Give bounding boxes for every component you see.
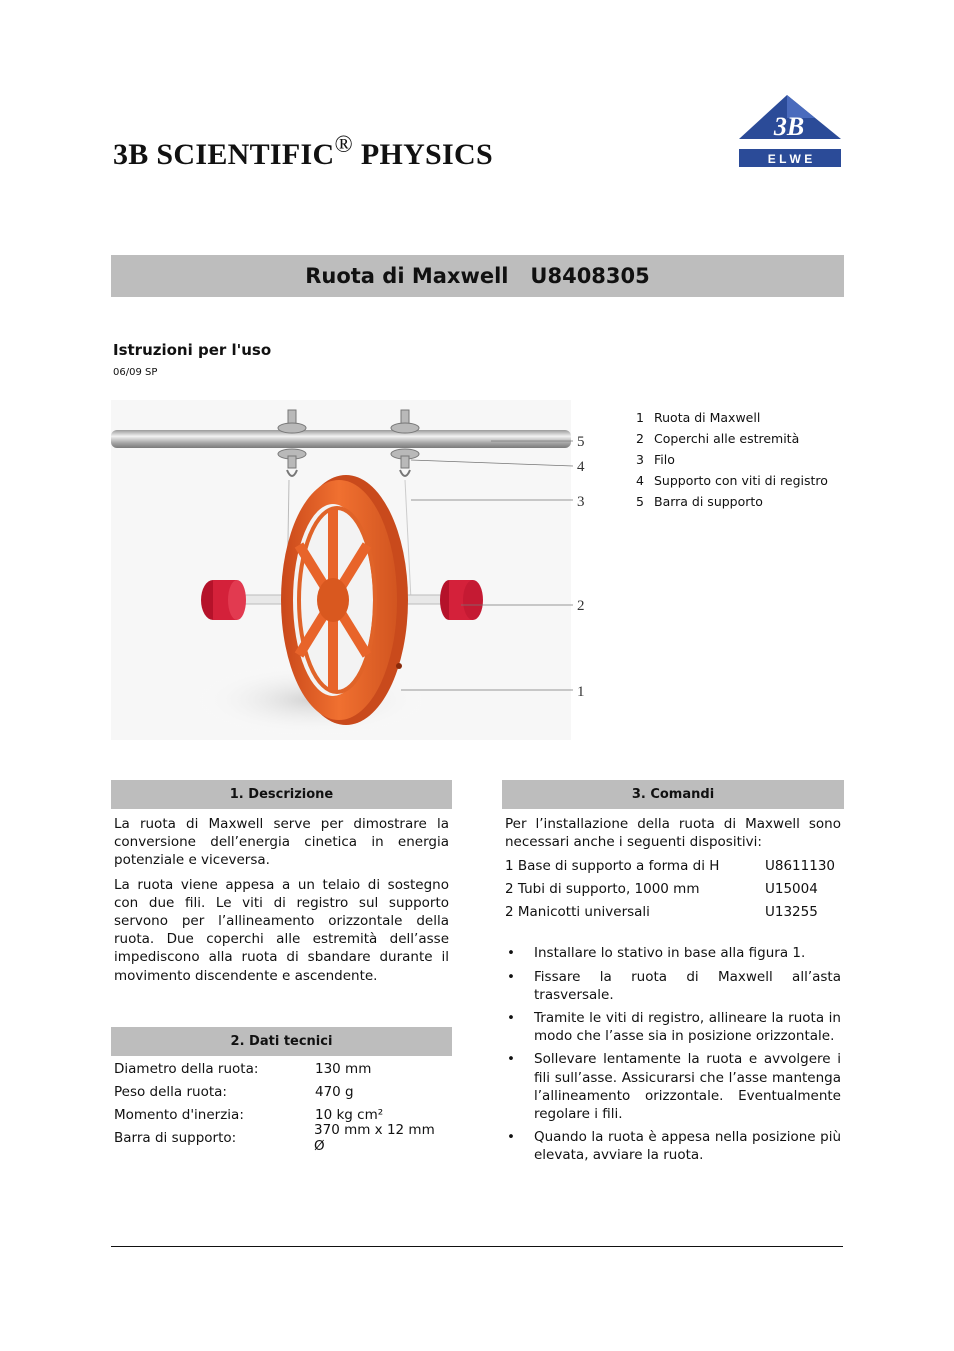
spec-label: Peso della ruota: bbox=[114, 1083, 227, 1100]
spec-row bbox=[114, 1121, 449, 1154]
callout-4: 4 bbox=[577, 459, 585, 475]
instruction-step bbox=[505, 1050, 841, 1123]
bullet-marker: • bbox=[507, 1051, 515, 1068]
bullet-marker: • bbox=[507, 1129, 515, 1146]
product-code: U8408305 bbox=[530, 264, 650, 288]
equipment-code: U15004 bbox=[765, 880, 818, 897]
legend-number: 4 bbox=[636, 473, 644, 488]
instruction-step bbox=[505, 1128, 841, 1164]
instruction-step bbox=[505, 968, 841, 1004]
legend-number: 1 bbox=[636, 410, 644, 425]
instruction-text: Tramite le viti di registro, allineare la ruota in modo che l’asse sia in posizione orizzontale. bbox=[534, 1010, 841, 1045]
spec-value: 130 mm bbox=[315, 1060, 372, 1077]
section-heading: 2. Dati tecnici bbox=[111, 1027, 452, 1056]
instructions-heading: Istruzioni per l'uso bbox=[113, 341, 272, 359]
title-band bbox=[111, 255, 844, 297]
equipment-code: U13255 bbox=[765, 903, 818, 920]
footer-rule bbox=[111, 1246, 843, 1247]
spec-value: 10 kg cm² bbox=[315, 1106, 384, 1123]
registered-mark: ® bbox=[334, 132, 354, 158]
legend-item bbox=[636, 407, 828, 428]
equipment-code: U8611130 bbox=[765, 857, 836, 874]
legend-item bbox=[636, 428, 828, 449]
callout-2: 2 bbox=[577, 598, 585, 614]
legend-label: Filo bbox=[654, 452, 675, 467]
description-paragraph: La ruota di Maxwell serve per dimostrare la conversione dell’energia cinetica in energia potenziale e viceversa. bbox=[114, 816, 449, 869]
brand-suffix: PHYSICS bbox=[353, 138, 493, 171]
legend-label: Supporto con viti di registro bbox=[654, 473, 828, 488]
legend-label: Ruota di Maxwell bbox=[654, 410, 761, 425]
section-heading: 3. Comandi bbox=[502, 780, 844, 809]
legend-item bbox=[636, 491, 828, 512]
spec-row bbox=[114, 1057, 449, 1080]
bullet-marker: • bbox=[507, 968, 515, 985]
spec-label: Diametro della ruota: bbox=[114, 1060, 259, 1077]
brand-title bbox=[113, 132, 493, 172]
instruction-text: Installare lo stativo in base alla figura 1. bbox=[534, 945, 806, 962]
spec-value: 370 mm x 12 mm Ø bbox=[314, 1121, 435, 1154]
instruction-step bbox=[505, 944, 841, 962]
support-rod bbox=[111, 430, 571, 448]
bullet-marker: • bbox=[507, 945, 515, 962]
legend-label: Barra di supporto bbox=[654, 494, 763, 509]
callout-1: 1 bbox=[577, 684, 585, 700]
equipment-label: 1 Base di supporto a forma di H bbox=[505, 857, 720, 874]
legend-label: Coperchi alle estremità bbox=[654, 431, 800, 446]
callout-3: 3 bbox=[577, 494, 585, 510]
equipment-label: 2 Manicotti universali bbox=[505, 903, 650, 920]
equipment-row bbox=[505, 854, 841, 877]
bullet-marker: • bbox=[507, 1010, 515, 1027]
callout-5: 5 bbox=[577, 434, 585, 450]
legend-number: 3 bbox=[636, 452, 644, 467]
legend-number: 5 bbox=[636, 494, 644, 509]
brand-name: 3B SCIENTIFIC bbox=[113, 138, 335, 171]
description-paragraph: La ruota viene appesa a un telaio di sostegno con due fili. Le viti di registro sul supporto servono per l’allineamento orizzontale della ruota. Due coperchi alle estremità dell’asse impediscono alla ruota di sbandare durante il movimento discendente e ascendente. bbox=[114, 876, 449, 984]
end-cap-left bbox=[201, 580, 246, 620]
document-date-code: 06/09 SP bbox=[113, 367, 158, 378]
section-operation bbox=[502, 780, 844, 1165]
logo-3b-text: 3B bbox=[773, 112, 805, 141]
equipment-label: 2 Tubi di supporto, 1000 mm bbox=[505, 880, 700, 897]
product-name: Ruota di Maxwell bbox=[305, 264, 509, 288]
equipment-row bbox=[505, 877, 841, 900]
spec-label: Momento d'inerzia: bbox=[114, 1106, 244, 1123]
end-cap-right bbox=[440, 580, 483, 620]
instruction-step bbox=[505, 1009, 841, 1045]
section-technical-data bbox=[111, 1027, 452, 1154]
instruction-text: Fissare la ruota di Maxwell all’asta trasversale. bbox=[534, 968, 841, 1003]
operation-intro: Per l’installazione della ruota di Maxwell sono necessari anche i seguenti dispositivi: bbox=[505, 816, 841, 851]
spec-label: Barra di supporto: bbox=[114, 1129, 237, 1146]
instruction-text: Sollevare lentamente la ruota e avvolgere i fili sull’asse. Assicurarsi che l’asse mantenga l’allineamento orizzontale. Eventualmente regolare i fili. bbox=[534, 1051, 841, 1123]
3b-elwe-logo bbox=[737, 93, 843, 169]
spec-row bbox=[114, 1080, 449, 1103]
logo-elwe-text: E L W E bbox=[767, 152, 813, 166]
section-description bbox=[111, 780, 452, 985]
legend-item bbox=[636, 449, 828, 470]
spec-value: 470 g bbox=[315, 1083, 354, 1100]
equipment-row bbox=[505, 900, 841, 923]
legend-item bbox=[636, 470, 828, 491]
maxwell-wheel-figure bbox=[111, 400, 601, 740]
section-heading: 1. Descrizione bbox=[111, 780, 452, 809]
legend-number: 2 bbox=[636, 431, 644, 446]
instruction-text: Quando la ruota è appesa nella posizione più elevata, avviare la ruota. bbox=[534, 1129, 841, 1164]
figure-legend bbox=[636, 407, 828, 512]
maxwell-wheel bbox=[281, 475, 408, 725]
